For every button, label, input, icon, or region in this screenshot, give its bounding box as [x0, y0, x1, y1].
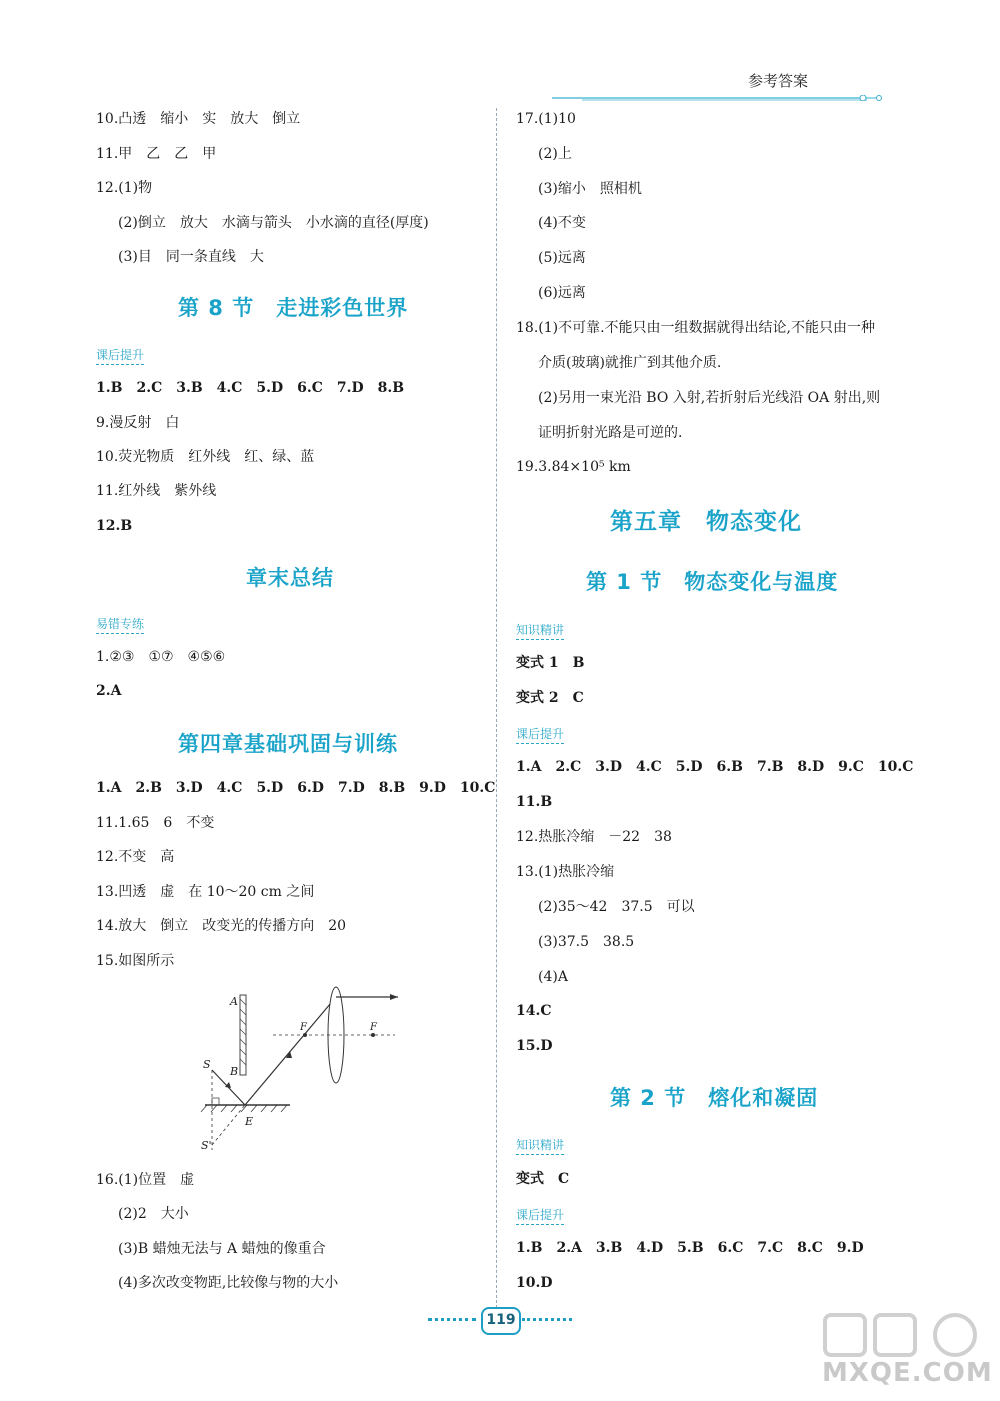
- answer-line: 变式 2 C: [516, 690, 584, 706]
- footer-dots-left: [428, 1318, 476, 1321]
- label-S-prime: S': [201, 1139, 212, 1152]
- tag-yicuo: 易错专练: [96, 615, 144, 634]
- answer-line: (3)目 同一条直线 大: [118, 249, 264, 265]
- answer-line: 10.凸透 缩小 实 放大 倒立: [96, 111, 301, 127]
- answer-line: 12.B: [96, 518, 133, 534]
- page-number: 119: [481, 1307, 521, 1335]
- answer-line: 14.放大 倒立 改变光的传播方向 20: [96, 918, 347, 934]
- answer-line: 10.D: [516, 1275, 553, 1291]
- footer-dots-right: [522, 1318, 572, 1321]
- answer-line: 16.(1)位置 虚: [96, 1172, 195, 1188]
- answer-line: (3)缩小 照相机: [538, 181, 642, 197]
- answer-line: 1.B 2.C 3.B 4.C 5.D 6.C 7.D 8.B: [96, 380, 405, 396]
- answer-line: 17.(1)10: [516, 111, 576, 127]
- answer-line: (2)另用一束光沿 BO 入射,若折射后光线沿 OA 射出,则: [538, 390, 881, 406]
- answer-line: 11.红外线 紫外线: [96, 483, 217, 499]
- answer-line: 11.1.65 6 不变: [96, 815, 215, 831]
- answer-line: (4)多次改变物距,比较像与物的大小: [118, 1275, 339, 1291]
- answer-line: 11.甲 乙 乙 甲: [96, 146, 217, 162]
- answer-line: 19.3.84×10⁵ km: [516, 459, 631, 475]
- label-S: S: [203, 1058, 211, 1071]
- answer-line: 证明折射光路是可逆的.: [538, 425, 683, 441]
- tag-kehou: 课后提升: [96, 346, 144, 365]
- header-decoration: [552, 95, 882, 101]
- label-A: A: [230, 995, 238, 1008]
- optics-diagram: [195, 985, 405, 1155]
- answer-line: 15.D: [516, 1038, 553, 1054]
- section-2-title: 第 2 节 熔化和凝固: [610, 1086, 819, 1110]
- answer-line: (2)2 大小: [118, 1206, 189, 1222]
- answer-line: 变式 C: [516, 1171, 570, 1187]
- answer-line: 13.(1)热胀冷缩: [516, 864, 615, 880]
- answer-line: (3)B 蜡烛无法与 A 蜡烛的像重合: [118, 1241, 326, 1257]
- answer-line: 1.B 2.A 3.B 4.D 5.B 6.C 7.C 8.C 9.D: [516, 1240, 864, 1256]
- chapter-summary-title: 章末总结: [246, 566, 334, 590]
- header-title: 参考答案: [748, 72, 809, 90]
- answer-line: 2.A: [96, 683, 122, 699]
- answer-line: (6)远离: [538, 285, 586, 301]
- section-1-title: 第 1 节 物态变化与温度: [586, 570, 839, 594]
- answer-line: 变式 1 B: [516, 655, 585, 671]
- answer-line: (2)倒立 放大 水滴与箭头 小水滴的直径(厚度): [118, 215, 429, 231]
- answer-line: 9.漫反射 白: [96, 415, 180, 431]
- answer-line: 13.凹透 虚 在 10～20 cm 之间: [96, 884, 315, 900]
- answer-line: (3)37.5 38.5: [538, 934, 635, 950]
- label-B: B: [230, 1065, 239, 1078]
- tag-zhishi: 知识精讲: [516, 1136, 564, 1155]
- tag-zhishi: 知识精讲: [516, 621, 564, 640]
- answer-line: 11.B: [516, 794, 553, 810]
- answer-line: (2)上: [538, 146, 572, 162]
- answer-line: 1.A 2.C 3.D 4.C 5.D 6.B 7.B 8.D 9.C 10.C: [516, 759, 914, 775]
- answer-line: 18.(1)不可靠.不能只由一组数据就得出结论,不能只由一种: [516, 320, 875, 336]
- watermark-text: MXQE.COM: [822, 1358, 993, 1388]
- column-divider: [496, 108, 497, 1323]
- answer-line: 15.如图所示: [96, 953, 175, 969]
- answer-line: 14.C: [516, 1003, 552, 1019]
- tag-kehou: 课后提升: [516, 725, 564, 744]
- label-F-left: F: [300, 1022, 307, 1033]
- chapter-5-title: 第五章 物态变化: [610, 509, 802, 535]
- answer-line: (2)35～42 37.5 可以: [538, 899, 695, 915]
- label-E: E: [245, 1115, 254, 1128]
- answer-line: 12.(1)物: [96, 180, 153, 196]
- answer-line: 1.②③ ①⑦ ④⑤⑥: [96, 649, 226, 665]
- answer-line: (5)远离: [538, 250, 586, 266]
- answer-line: 12.热胀冷缩 －22 38: [516, 829, 672, 845]
- answer-line: (4)不变: [538, 215, 586, 231]
- section-8-title: 第 8 节 走进彩色世界: [178, 296, 409, 320]
- answer-line: 1.A 2.B 3.D 4.C 5.D 6.D 7.D 8.B 9.D 10.C: [96, 780, 496, 796]
- tag-kehou: 课后提升: [516, 1206, 564, 1225]
- answer-line: (4)A: [538, 969, 568, 985]
- answer-line: 介质(玻璃)就推广到其他介质.: [538, 355, 722, 371]
- chapter-4-review-title: 第四章基础巩固与训练: [178, 732, 398, 756]
- answer-line: 12.不变 高: [96, 849, 175, 865]
- answer-line: 10.荧光物质 红外线 红、绿、蓝: [96, 449, 315, 465]
- label-F-right: F: [370, 1022, 377, 1033]
